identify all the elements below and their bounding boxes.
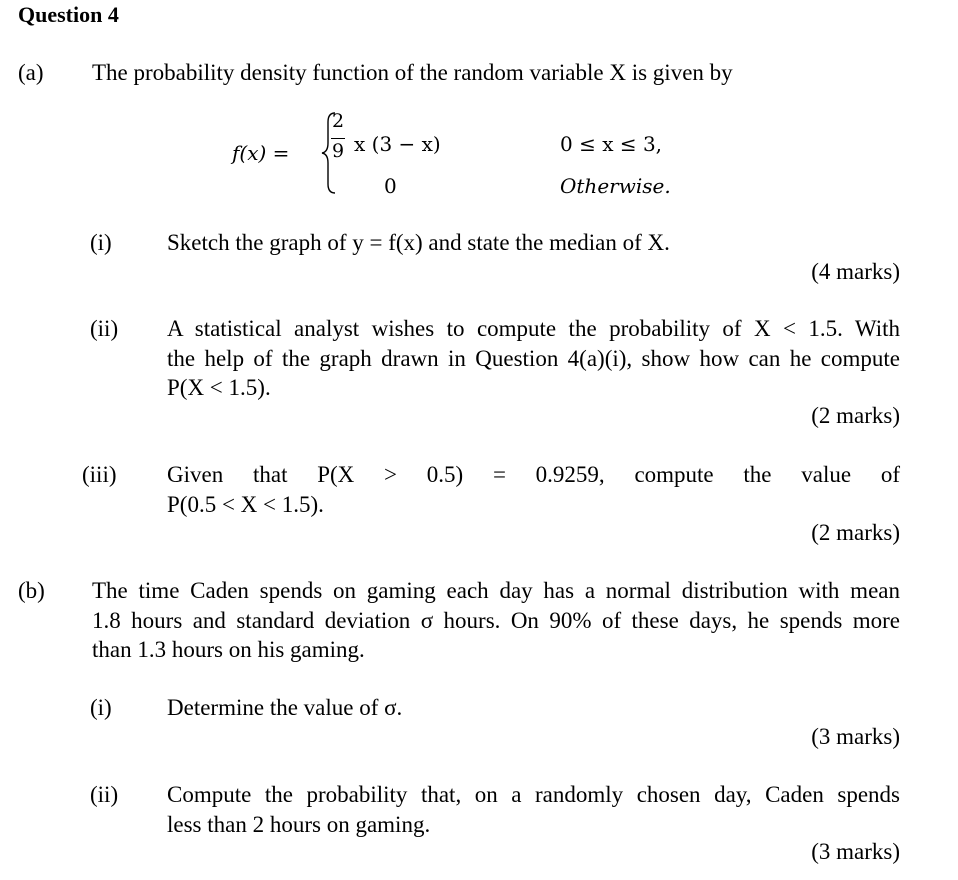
pdf-fraction-bar xyxy=(331,138,345,139)
pdf-lhs: f(x) = xyxy=(232,141,290,165)
part-a-iii-marks: (2 marks) xyxy=(811,520,900,545)
pdf-zero-value: 0 xyxy=(384,174,397,198)
part-b-line-3: than 1.3 hours on his gaming. xyxy=(92,637,365,662)
part-a-iii-label: (iii) xyxy=(82,462,117,487)
part-b-line-2: 1.8 hours and standard deviation σ hours. On 90% of these days, he spends more xyxy=(92,607,900,633)
part-a-i-label: (i) xyxy=(90,230,112,255)
part-b-ii-marks: (3 marks) xyxy=(811,839,900,864)
part-a-i-text: Sketch the graph of y = f(x) and state the median of X. xyxy=(167,230,670,255)
pdf-fraction-denominator: 9 xyxy=(331,140,345,162)
part-b-label: (b) xyxy=(18,578,45,603)
part-a-ii-marks: (2 marks) xyxy=(811,403,900,428)
part-a-ii-line-3: P(X < 1.5). xyxy=(167,375,271,400)
part-b-ii-label: (ii) xyxy=(90,782,119,807)
part-b-ii-line-1: Compute the probability that, on a randomly chosen day, Caden spends xyxy=(167,782,900,807)
pdf-fraction-numerator: 2 xyxy=(331,110,345,132)
part-a-ii-line-1: A statistical analyst wishes to compute the probability of X < 1.5. With xyxy=(167,316,900,341)
part-a-ii-label: (ii) xyxy=(90,316,119,341)
pdf-expression: x (3 − x) xyxy=(354,132,441,156)
part-b-i-text: Determine the value of σ. xyxy=(167,695,403,720)
part-b-line-1: The time Caden spends on gaming each day has a normal distribution with mean xyxy=(92,578,900,603)
question-title: Question 4 xyxy=(18,2,119,27)
part-a-ii-line-2: the help of the graph drawn in Question 4(a)(i), show how can he compute xyxy=(167,345,900,371)
part-b-i-marks: (3 marks) xyxy=(811,724,900,749)
part-a-i-marks: (4 marks) xyxy=(811,259,900,284)
part-a-label: (a) xyxy=(18,60,44,85)
pdf-condition-1: 0 ≤ x ≤ 3, xyxy=(560,132,663,156)
part-b-ii-line-2: less than 2 hours on gaming. xyxy=(167,811,431,837)
part-a-intro: The probability density function of the random variable X is given by xyxy=(92,60,733,85)
pdf-condition-2: Otherwise. xyxy=(560,174,671,198)
part-a-iii-line-2: P(0.5 < X < 1.5). xyxy=(167,491,324,517)
part-a-iii-line-1: Given that P(X > 0.5) = 0.9259, compute the value of xyxy=(167,462,900,487)
part-b-i-label: (i) xyxy=(90,695,112,720)
